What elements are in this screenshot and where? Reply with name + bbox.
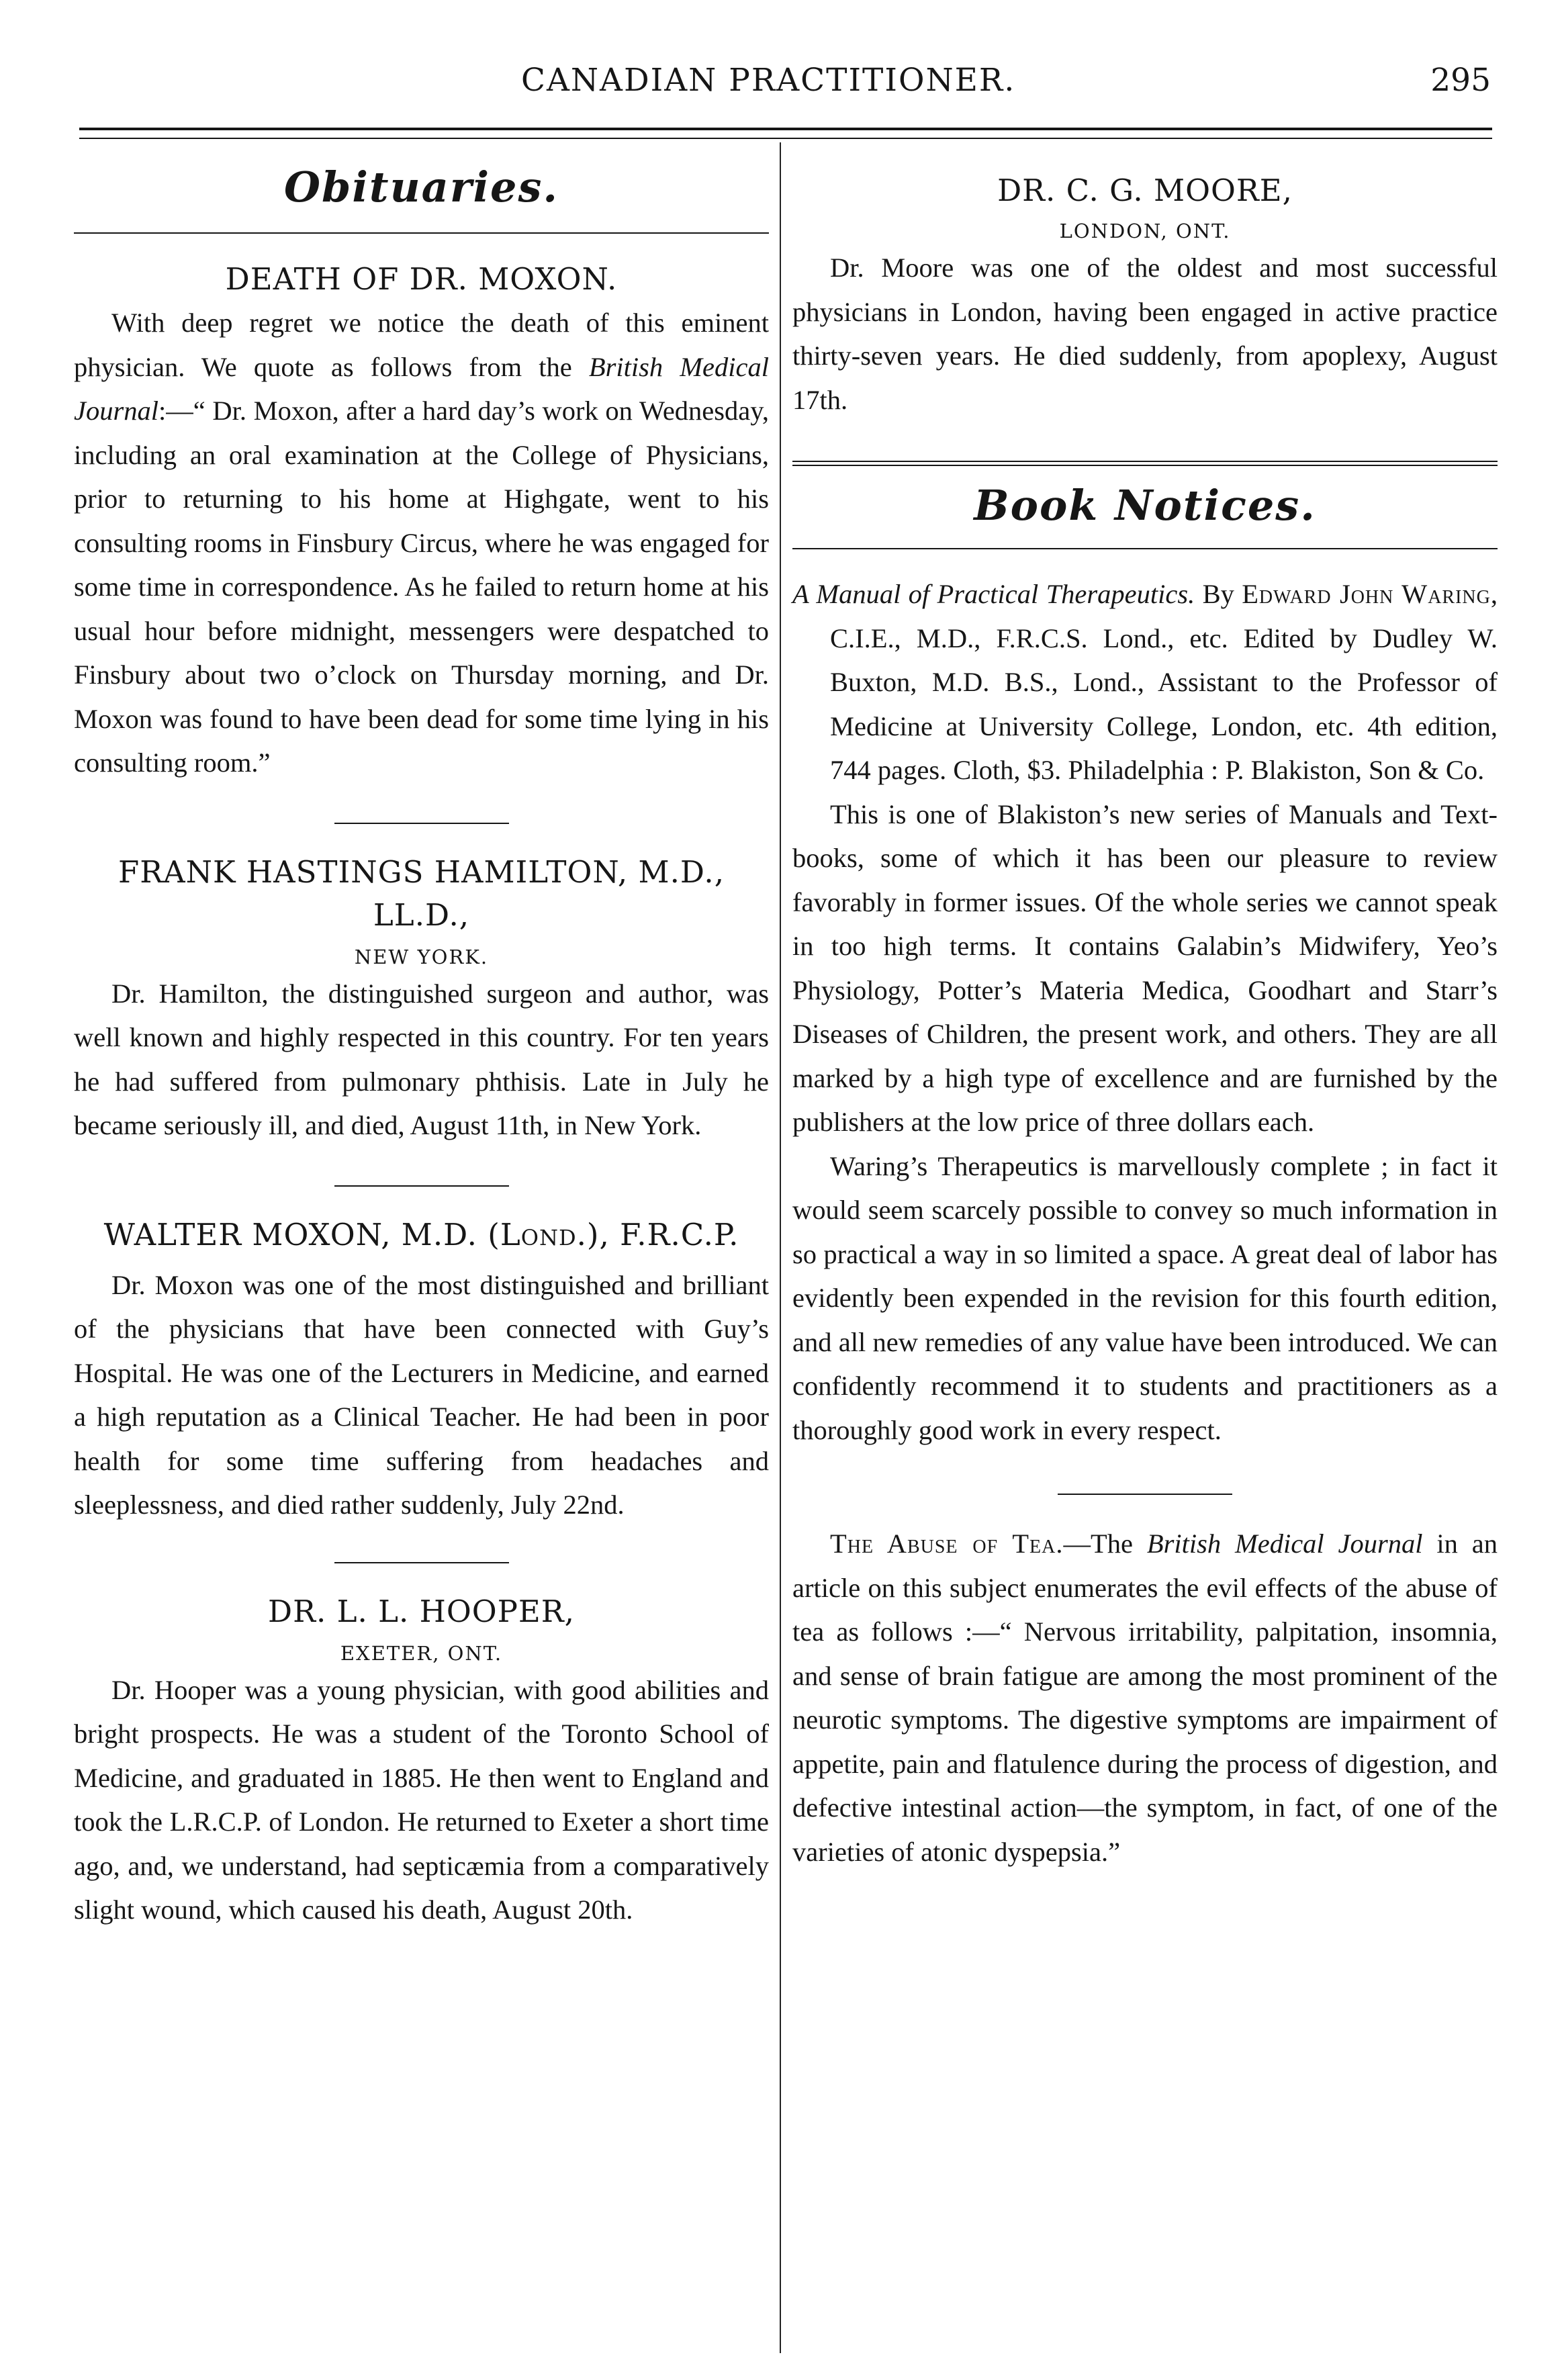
tea-article (792, 1522, 1498, 1874)
book-review-paragraph-2: Waring’s Therapeutics is marvellously complete ; in fact it would seem scarcely possible to convey so much information in so practical a way in so limited a space. A great deal of labor has evidently been expended in the revision for this fourth edition, and all new remedies of any value have been introduced. We can confidently recommend it to students and practitioners as a thoroughly good work in every respect. (792, 1150, 1498, 1445)
section-rule (74, 232, 769, 234)
journal-title: British Medical Journal (1146, 1528, 1423, 1559)
tea-article-lead: The Abuse of Tea. (830, 1528, 1064, 1559)
book-review-paragraph-1: This is one of Blakiston’s new series of Manuals and Text-books, some of which it has been our pleasure to review favorably in former issues. Of the whole series we cannot speak in too high terms. It contains Galabin’s Midwifery, Yeo’s Physiology, Potter’s Materia Medica, Goodhart and Starr’s Diseases of Children, the present work, and others. They are all marked by a high type of excellence and are furnished by the publishers at the low price of three dollars each. (792, 798, 1498, 1137)
running-title: CANADIAN PRACTITIONER. (521, 62, 1016, 99)
moore-dateline: LONDON, ONT. (1059, 220, 1231, 242)
moxon-notice-title: DEATH OF DR. MOXON. (225, 261, 618, 297)
moore-text: Dr. Moore was one of the oldest and most successful physicians in London, having been engaged in active practice thirty-seven years. He died suddenly, from apoplexy, August 17th. (792, 253, 1498, 415)
left-column (74, 142, 769, 1932)
walter-moxon-text: Dr. Moxon was one of the most distinguished and brilliant of the physicians that have been connected with Guy’s Hospital. He was one of the Lecturers in Medicine, and earned a high reputation as a Clinical Teacher. He had been in poor health for some time suffering from headaches and sleeplessness, and died rather suddenly, July 22nd. (74, 1269, 769, 1520)
section-double-rule (792, 461, 1498, 466)
book-details: , C.I.E., M.D., F.R.C.S. Lond., etc. Edited by Dudley W. Buxton, M.D. B.S., Lond., Assistant to the Professor of Medicine at University College, London, etc. 4th edition, 744 pages. Cloth, $3. Philadelphia : P. Blakiston, Son & Co. (830, 579, 1498, 785)
section-heading-book-notices: Book Notices. (974, 481, 1316, 530)
hamilton-title-line1: FRANK HASTINGS HAMILTON, M.D., (118, 854, 725, 890)
running-header (74, 62, 1491, 109)
walter-moxon-title: WALTER MOXON, M.D. (Lond.), F.R.C.P. (103, 1216, 739, 1252)
article-separator (334, 823, 509, 824)
book-title: A Manual of Practical Therapeutics. (792, 579, 1195, 609)
column-divider (780, 142, 781, 2353)
article-separator (334, 1185, 509, 1187)
hooper-text: Dr. Hooper was a young physician, with good abilities and bright prospects. He was a student of the Toronto School of Medicine, and graduated in 1885. He then went to England and took the L.R.C.P. of London. He returned to Exeter a short time ago, and, we understand, had septicæmia from a comparatively slight wound, which caused his death, August 20th. (74, 1674, 769, 1925)
hamilton-title-line2: LL.D., (373, 897, 470, 933)
right-column (792, 142, 1498, 1874)
section-rule (792, 548, 1498, 549)
moxon-notice-text (74, 301, 769, 785)
header-rule (79, 128, 1492, 130)
article-separator (334, 1562, 509, 1563)
moxon-notice-text-a: With deep regret we notice the death of this eminent physician. We quote as follows from the (74, 308, 769, 382)
journal-title: British Medical Journal (74, 351, 769, 426)
moxon-notice-text-b: :—“ Dr. Moxon, after a hard day’s work on Wednesday, including an oral examination at the College of Physicians, prior to returning to his home at Highgate, went to his consulting rooms in Finsbury Circus, where he was engaged for some time in correspondence. As he failed to return home at his usual hour before midnight, messengers were despatched to Finsbury about two o’clock on Thursday morning, and Dr. Moxon was found to have been dead for some time lying in his consulting room.” (74, 396, 769, 778)
hooper-dateline: EXETER, ONT. (340, 1641, 503, 1665)
article-separator (1058, 1494, 1232, 1495)
hooper-title: DR. L. L. HOOPER, (268, 1593, 575, 1629)
section-heading-obituaries: Obituaries. (284, 163, 559, 212)
book-by: By (1195, 579, 1242, 609)
book-author: Edward John Waring (1242, 579, 1491, 609)
tea-article-text: in an article on this subject enumerates the evil effects of the abuse of tea as follows :—“ Nervous irritability, palpitation, insomnia, and sense of brain fatigue are among the most prominent of the neurotic symptoms. The digestive symptoms are impairment of appetite, pain and flatulence during the process of digestion, and defective intestinal action—the symptom, in fact, of one of the varieties of atonic dyspepsia.” (792, 1528, 1498, 1867)
page-number: 295 (1430, 62, 1491, 99)
moore-title: DR. C. G. MOORE, (997, 173, 1293, 208)
header-rule-thin (79, 138, 1492, 139)
book-citation (792, 572, 1498, 792)
hamilton-dateline: NEW YORK. (354, 945, 489, 968)
hamilton-text: Dr. Hamilton, the distinguished surgeon and author, was well known and highly respected in this country. For ten years he had suffered from pulmonary phthisis. Late in July he became seriously ill, and died, August 11th, in New York. (74, 978, 769, 1140)
tea-article-dash: —The (1063, 1528, 1147, 1559)
